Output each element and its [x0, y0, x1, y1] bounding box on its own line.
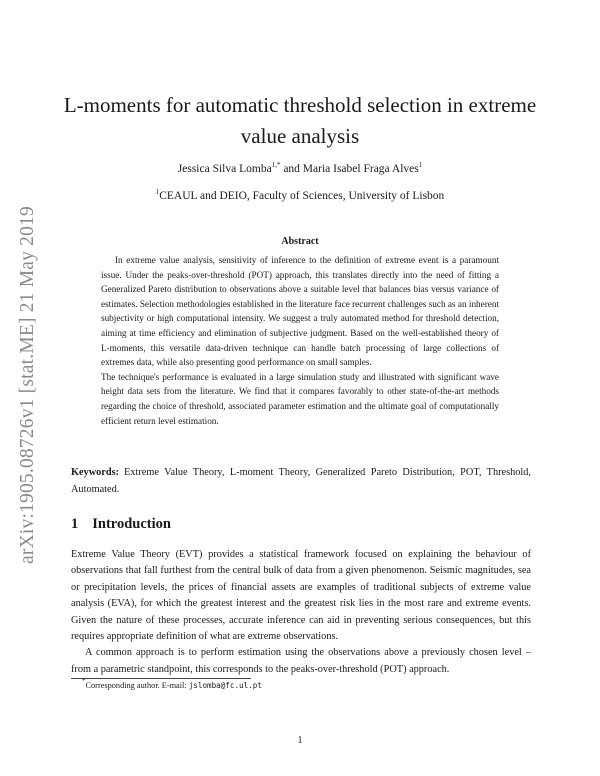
paper-title-line-2: value analysis — [240, 124, 360, 148]
footnote-divider — [71, 678, 251, 679]
abstract-paragraph: In extreme value analysis, sensitivity of inference to the definition of extreme event is a paramount issue. Under the peaks-over-threshold (POT) approach, this translates directly into the need of fitting a Generalized Pareto distribution to observations above a suitable level that balances bias versus variance of estimates. Selection methodologies established in the literature face recurrent challenges such as an inherent subjectivity or high computational intensity. We suggest a truly automated method for threshold detection, aiming at time efficiency and elimination of subjective judgment. Based on the well-established theory of L-moments, this versatile data-driven technique can handle batch processing of large collections of extremes data, while also presenting good performance on small samples. — [101, 255, 499, 368]
author-affiliation-mark: 1 — [418, 161, 423, 169]
footnote — [82, 677, 262, 690]
affiliation-mark: 1 — [155, 188, 160, 196]
abstract-heading: Abstract — [281, 236, 319, 247]
affiliation — [60, 190, 540, 202]
section-number: 1 — [71, 516, 79, 532]
footnote-mark: * — [82, 677, 86, 685]
section-body — [71, 547, 531, 678]
paper-title-line-1: L-moments for automatic threshold selection in extreme — [63, 93, 537, 117]
author-name: Maria Isabel Fraga Alves — [302, 163, 419, 175]
abstract-body — [101, 253, 499, 428]
author-affiliation-mark: 1,* — [271, 161, 281, 169]
keywords-label: Keywords: — [71, 467, 120, 478]
affiliation-text: CEAUL and DEIO, Faculty of Sciences, University of Lisbon — [159, 190, 445, 202]
keywords-text: Extreme Value Theory, L-moment Theory, Generalized Pareto Distribution, POT, Threshold, Automated. — [71, 467, 531, 495]
body-paragraph: Extreme Value Theory (EVT) provides a statistical framework focused on explaining the behaviour of observations that fall furthest from the central bulk of data from a given phenomenon. Seismic magnitudes, sea or precipitation levels, the prices of financial assets are examples of traditional subjects of extreme value analysis (EVA), for which the greatest interest and the greatest risk lies in the most rare and extreme events. Given the nature of these processes, accurate inference can aid in preventing serious consequences, but this requires appropriate definition of what are extreme observations. — [71, 549, 531, 643]
body-paragraph: A common approach is to perform estimation using the observations above a previously chosen level – from a parametric standpoint, this corresponds to the peaks-over-threshold (POT) approach. — [71, 647, 531, 675]
page-number: 1 — [297, 735, 303, 746]
keywords — [71, 465, 531, 498]
section-title: Introduction — [92, 516, 171, 532]
footnote-text: Corresponding author. E-mail: — [85, 681, 189, 690]
author-joiner: and — [280, 163, 303, 175]
section-heading — [71, 516, 171, 533]
author-list — [60, 163, 540, 175]
paper-title — [60, 90, 540, 152]
arxiv-identifier-stamp: arXiv:1905.08726v1 [stat.ME] 21 May 2019 — [17, 206, 38, 564]
abstract-paragraph: The technique's performance is evaluated in a large simulation study and illustrated with significant wave height data sets from the literature. We find that it compares favorably to other state-of-the-art methods regarding the choice of threshold, associated parameter estimation and the ultimate goal of computationally efficient return level estimation. — [101, 371, 499, 426]
footnote-email: jslomba@fc.ul.pt — [188, 681, 262, 690]
author-name: Jessica Silva Lomba — [177, 163, 272, 175]
